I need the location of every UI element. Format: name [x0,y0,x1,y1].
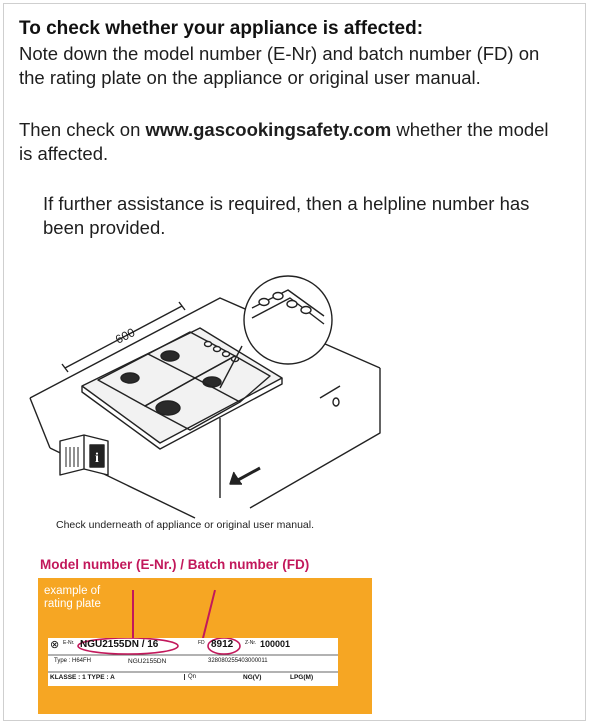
type-label: Type : H64FH [54,658,92,664]
rating-plate-label-line-1: example of [44,585,101,597]
ng-label: NG(V) [243,674,262,681]
rating-plate [48,638,338,686]
illustration-caption: Check underneath of appliance or original user manual. [56,519,314,531]
paragraph-2-suffix: whether the model is affected. [19,119,549,164]
lpg-label: LPG(M) [290,674,314,681]
z-number: 100001 [260,639,291,649]
model-number: NGU2155DN / 16 [80,639,159,650]
enr-prefix: E-Nr. [63,640,75,646]
serial-number: 328080255403000011 [208,658,268,664]
instruction-paragraph-2 [19,118,559,166]
paragraph-2-prefix: Then check on [19,119,146,140]
helpline-paragraph: If further assistance is required, then a helpline number has been provided. [43,193,530,238]
z-prefix: Z-Nr. [245,640,257,646]
burner-4 [203,377,221,387]
klasse-label: KLASSE : 1 TYPE : A [50,674,115,681]
burner-2 [161,351,179,361]
qn-label: Qn [184,674,196,680]
batch-number: 8912 [211,639,234,650]
dimension-label: 600 [113,325,138,347]
page-heading: To check whether your appliance is affected: [19,18,424,39]
model-pointer-line [132,590,134,640]
rating-plate-example-box [38,578,372,714]
model-section-title: Model number (E-Nr.) / Batch number (FD) [40,557,310,572]
burner-3 [156,401,180,415]
batch-pointer-line [202,590,216,639]
type-model: NGU2155DN [128,658,167,665]
website-link[interactable]: www.gascookingsafety.com [145,119,392,140]
hob-illustration [20,258,400,520]
fd-prefix: FD [198,640,205,646]
rating-plate-label [44,585,124,611]
svg-text:i: i [95,451,99,466]
manual-book-icon [60,435,108,475]
instruction-paragraph-1: Note down the model number (E-Nr) and batch number (FD) on the rating plate on the appliance or original user manual. [19,43,540,88]
rating-plate-label-line-2: rating plate [44,598,101,610]
burner-1 [121,373,139,383]
plate-symbol-icon: ⊗ [50,639,60,651]
